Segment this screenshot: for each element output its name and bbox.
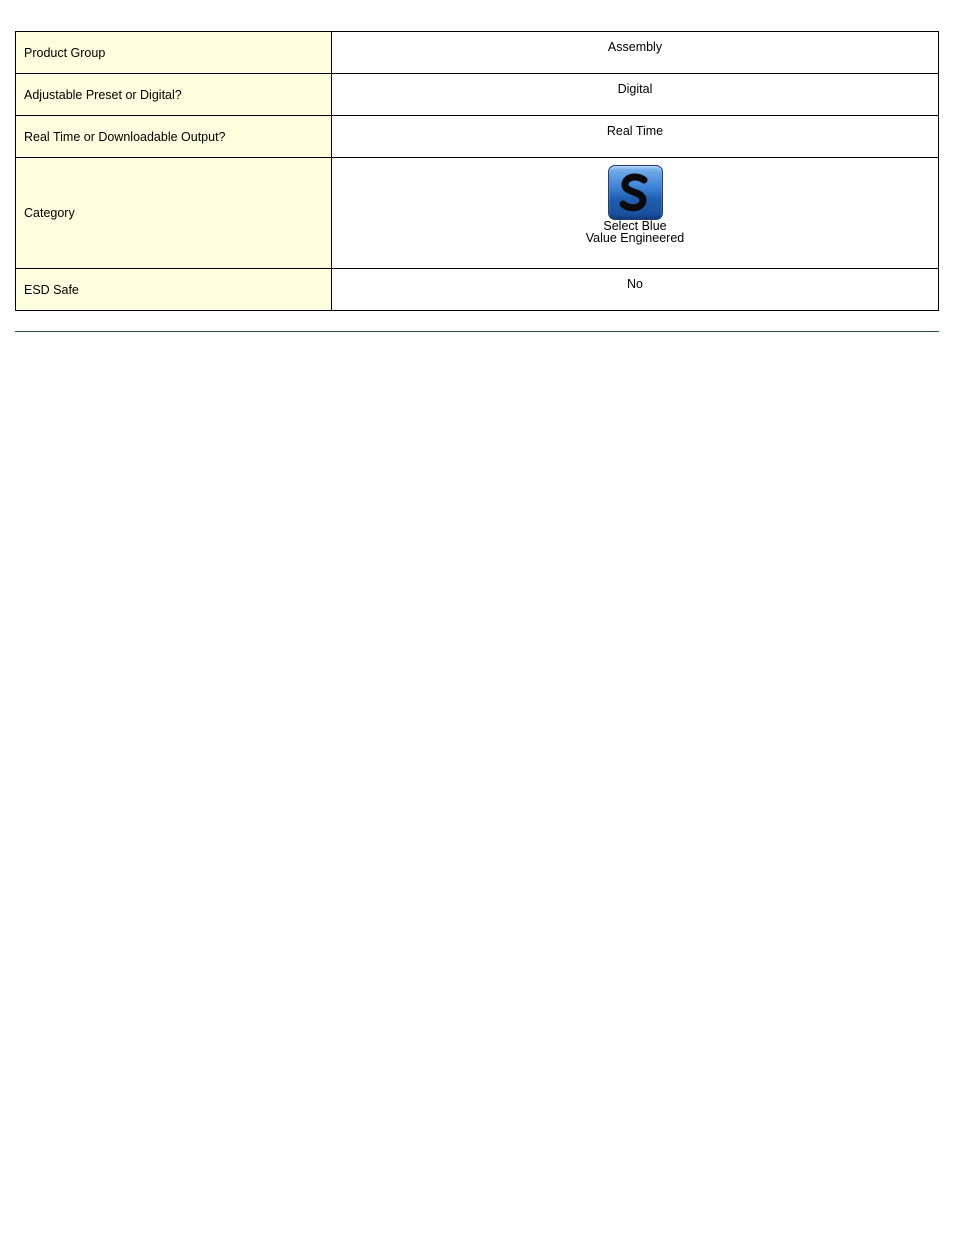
spec-value-adjustable (332, 74, 939, 116)
product-spec-table (15, 31, 939, 311)
category-name: Select Blue (603, 219, 667, 233)
spec-value-product-group (332, 32, 939, 74)
spec-label-adjustable: Adjustable Preset or Digital? (16, 74, 332, 116)
table-row (16, 158, 939, 269)
table-row (16, 74, 939, 116)
spec-value-category (332, 158, 939, 269)
spec-value-output (332, 116, 939, 158)
spec-value-esd-safe (332, 269, 939, 311)
select-blue-s-logo-icon (608, 165, 663, 220)
spec-value-text: Real Time (606, 124, 664, 138)
category-block (332, 158, 938, 244)
spec-label-product-group: Product Group (16, 32, 332, 74)
spec-value-text: Digital (617, 82, 653, 96)
category-subtitle: Value Engineered (585, 231, 685, 245)
table-row (16, 116, 939, 158)
spec-label-output: Real Time or Downloadable Output? (16, 116, 332, 158)
spec-value-text: Assembly (607, 40, 663, 54)
table-row (16, 269, 939, 311)
spec-label-category: Category (16, 158, 332, 269)
s-letter-icon (615, 171, 655, 215)
spec-value-text: No (627, 277, 643, 291)
horizontal-divider (15, 331, 939, 332)
table-row (16, 32, 939, 74)
spec-label-esd-safe: ESD Safe (16, 269, 332, 311)
